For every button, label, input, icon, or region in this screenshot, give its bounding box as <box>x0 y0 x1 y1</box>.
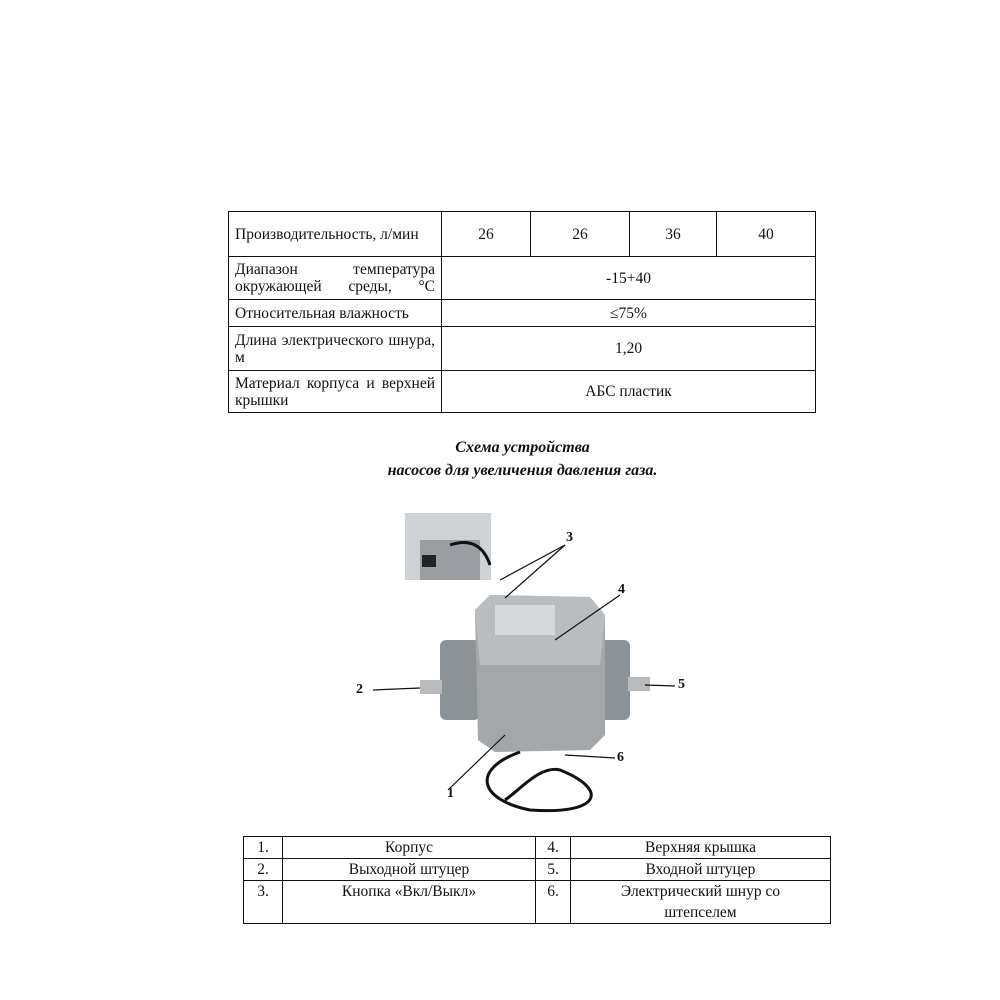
parts-table <box>243 836 831 924</box>
cell: 6. <box>536 881 571 924</box>
cell: 4. <box>536 837 571 859</box>
cell: Верхняя крышка <box>571 837 831 859</box>
table-row <box>244 881 831 924</box>
cell: ≤75% <box>442 300 816 327</box>
cell: 5. <box>536 859 571 881</box>
heading-line: насосов для увеличения давления газа. <box>387 462 658 479</box>
inlet-fitting <box>628 677 650 691</box>
cell: АБС пластик <box>442 371 816 413</box>
callout-label: 1 <box>447 786 454 801</box>
cell: 3. <box>244 881 283 924</box>
row-label: Относительная влажность <box>229 300 442 327</box>
callout-label: 5 <box>678 677 685 692</box>
cell: -15+40 <box>442 257 816 300</box>
cell: 40 <box>717 212 816 257</box>
power-cord <box>487 752 591 811</box>
cell: Электрический шнур со штепселем <box>571 881 831 924</box>
row-label: Материал корпуса и верхней крышки <box>229 371 442 413</box>
callout-label: 3 <box>566 530 573 545</box>
cell: 1. <box>244 837 283 859</box>
label-text: Диапазон температура окружающей среды, °C <box>235 261 435 295</box>
cell: Корпус <box>283 837 536 859</box>
cell: 1,20 <box>442 327 816 371</box>
row-label: Длина электрического шнура, м <box>229 327 442 371</box>
callout-label: 4 <box>618 582 625 597</box>
outlet-fitting <box>420 680 442 694</box>
cell: 26 <box>442 212 531 257</box>
outlet-flange <box>440 640 480 720</box>
table-row <box>244 837 831 859</box>
callout-label: 6 <box>617 750 624 765</box>
cell: 2. <box>244 859 283 881</box>
cell: Входной штуцер <box>571 859 831 881</box>
row-label: Производительность, л/мин <box>229 212 442 257</box>
cell: Выходной штуцер <box>283 859 536 881</box>
cell: Кнопка «Вкл/Выкл» <box>283 881 536 924</box>
callout-label: 2 <box>356 682 363 697</box>
cell: 36 <box>630 212 717 257</box>
cell: 26 <box>531 212 630 257</box>
heading-line: Схема устройства <box>455 439 590 456</box>
table-row <box>244 859 831 881</box>
